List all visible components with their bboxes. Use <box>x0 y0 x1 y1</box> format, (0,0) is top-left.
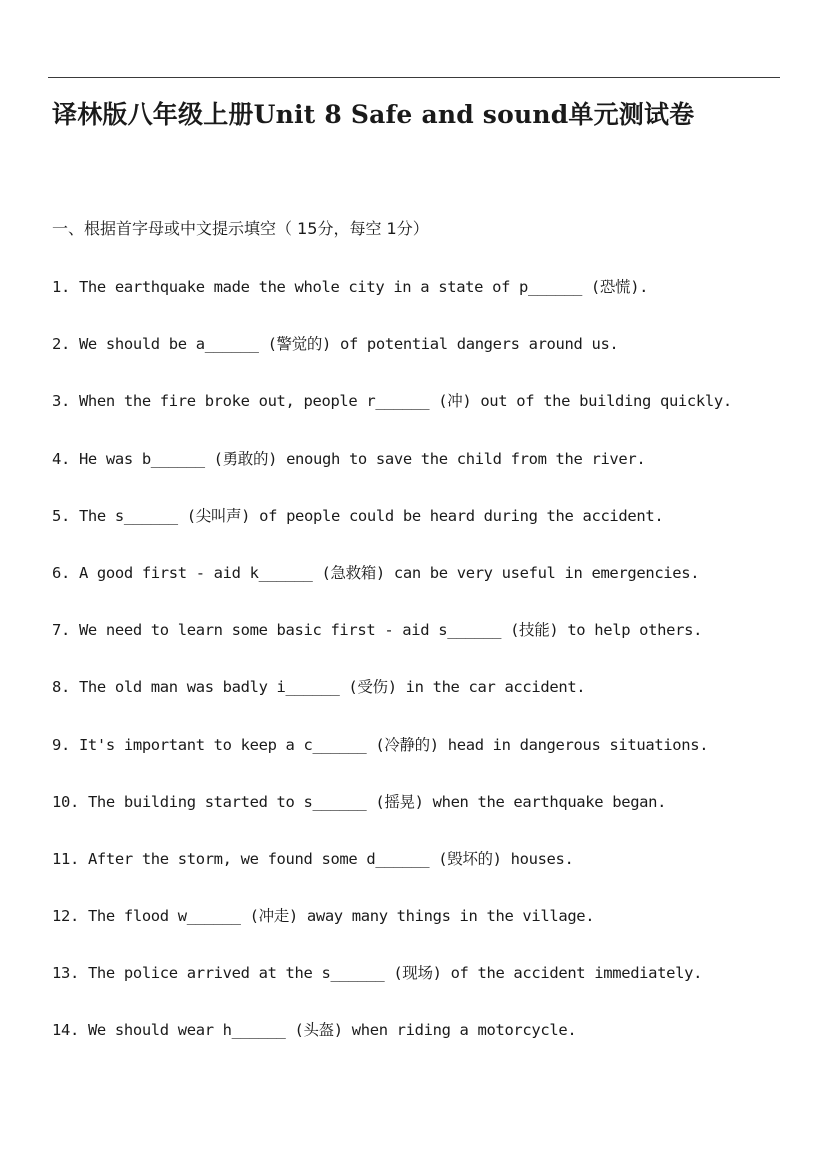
question-text: The old man was badly i______ (受伤) in the car accident. <box>78 678 586 697</box>
question-number: 6. <box>52 563 70 582</box>
question-number: 11. <box>52 849 79 868</box>
question-text: A good first - aid k______ (急救箱) can be very useful in emergencies. <box>78 563 700 582</box>
question-text: He was b______ (勇敢的) enough to save the child from the river. <box>78 449 646 468</box>
question-item <box>52 1018 822 1075</box>
question-text: The flood w______ (冲走) away many things in the village. <box>87 907 595 926</box>
question-item <box>52 561 822 618</box>
question-number: 14. <box>52 1021 79 1040</box>
question-item <box>52 618 822 675</box>
question-number: 7. <box>52 621 70 640</box>
question-item <box>52 389 822 446</box>
question-text: We should wear h______ (头盔) when riding a motorcycle. <box>87 1021 577 1040</box>
question-list <box>52 275 822 1076</box>
question-number: 8. <box>52 678 70 697</box>
question-item <box>52 790 822 847</box>
question-number: 4. <box>52 449 70 468</box>
question-number: 5. <box>52 506 70 525</box>
question-text: When the fire broke out, people r______ (冲) out of the building quickly. <box>78 392 732 411</box>
question-item <box>52 275 822 332</box>
question-item <box>52 904 822 961</box>
question-item <box>52 961 822 1018</box>
question-item <box>52 733 822 790</box>
question-text: After the storm, we found some d______ (毁坏的) houses. <box>87 849 574 868</box>
document-title: 译林版八年级上册Unit 8 Safe and sound单元测试卷 <box>52 100 695 129</box>
question-text: It's important to keep a c______ (冷静的) head in dangerous situations. <box>78 735 709 754</box>
question-text: We need to learn some basic first - aid s______ (技能) to help others. <box>78 621 703 640</box>
question-item <box>52 447 822 504</box>
question-number: 10. <box>52 792 79 811</box>
question-text: The s______ (尖叫声) of people could be heard during the accident. <box>78 506 664 525</box>
question-number: 3. <box>52 392 70 411</box>
question-item <box>52 675 822 732</box>
header-rule <box>48 77 780 78</box>
question-text: The police arrived at the s______ (现场) of the accident immediately. <box>87 964 703 983</box>
question-number: 13. <box>52 964 79 983</box>
question-item <box>52 332 822 389</box>
section-heading: 一、根据首字母或中文提示填空（ 15分，每空 1分） <box>52 219 429 238</box>
question-text: The building started to s______ (摇晃) when the earthquake began. <box>87 792 667 811</box>
question-item <box>52 504 822 561</box>
question-item <box>52 847 822 904</box>
question-text: We should be a______ (警觉的) of potential dangers around us. <box>78 335 619 354</box>
question-number: 2. <box>52 335 70 354</box>
question-number: 12. <box>52 907 79 926</box>
question-number: 9. <box>52 735 70 754</box>
question-number: 1. <box>52 278 70 296</box>
question-text: The earthquake made the whole city in a state of p______ (恐慌). <box>78 278 649 296</box>
